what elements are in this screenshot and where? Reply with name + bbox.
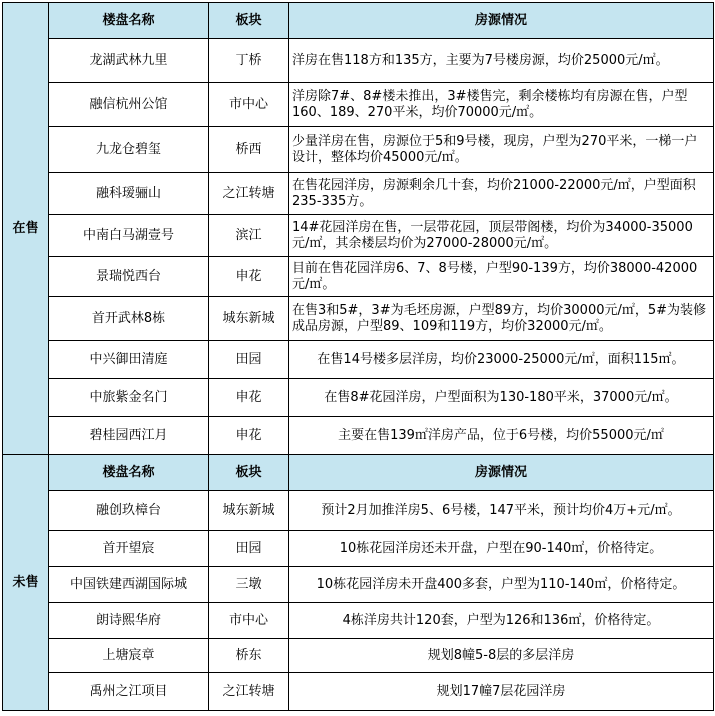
property-area: 田园 — [209, 341, 289, 379]
table-row — [3, 603, 714, 639]
table-row — [3, 491, 714, 531]
table-row — [3, 173, 714, 215]
property-name: 融信杭州公馆 — [49, 83, 209, 127]
property-area: 田园 — [209, 531, 289, 567]
header-row — [3, 3, 714, 39]
property-name: 融创玖樟台 — [49, 491, 209, 531]
property-info: 10栋花园洋房未开盘400多套，户型为110-140㎡，价格待定。 — [289, 567, 714, 603]
property-name: 景瑞悦西台 — [49, 257, 209, 297]
header-info: 房源情况 — [289, 455, 714, 491]
property-name: 首开望宸 — [49, 531, 209, 567]
table-row — [3, 417, 714, 455]
property-name: 禹州之江项目 — [49, 673, 209, 711]
property-name: 上塘宸章 — [49, 639, 209, 673]
header-area: 板块 — [209, 3, 289, 39]
property-area: 市中心 — [209, 603, 289, 639]
property-info: 预计2月加推洋房5、6号楼，147平米，预计均价4万+元/㎡。 — [289, 491, 714, 531]
table-row — [3, 39, 714, 83]
table-row — [3, 257, 714, 297]
property-area: 之江转塘 — [209, 673, 289, 711]
property-info: 洋房在售118方和135方，主要为7号楼房源，均价25000元/㎡。 — [289, 39, 714, 83]
property-name: 中国铁建西湖国际城 — [49, 567, 209, 603]
table-row — [3, 341, 714, 379]
property-table — [2, 2, 714, 711]
table-row — [3, 297, 714, 341]
property-info: 14#花园洋房在售，一层带花园，顶层带阁楼，均价为34000-35000元/㎡，其余楼层均价为27000-28000元/㎡。 — [289, 215, 714, 257]
property-info: 主要在售139㎡洋房产品，位于6号楼，均价55000元/㎡ — [289, 417, 714, 455]
property-info: 少量洋房在售，房源位于5和9号楼，现房，户型为270平米，一梯一户设计，整体均价45000元/㎡。 — [289, 127, 714, 173]
table-row — [3, 379, 714, 417]
property-info: 10栋花园洋房还未开盘，户型在90-140㎡，价格待定。 — [289, 531, 714, 567]
property-name: 朗诗熙华府 — [49, 603, 209, 639]
property-name: 龙湖武林九里 — [49, 39, 209, 83]
property-info: 目前在售花园洋房6、7、8号楼，户型90-139方，均价38000-42000元/㎡。 — [289, 257, 714, 297]
header-row — [3, 455, 714, 491]
property-info: 规划17幢7层花园洋房 — [289, 673, 714, 711]
header-name: 楼盘名称 — [49, 3, 209, 39]
table-row — [3, 531, 714, 567]
property-name: 九龙仓碧玺 — [49, 127, 209, 173]
property-name: 中旅紫金名门 — [49, 379, 209, 417]
property-area: 城东新城 — [209, 297, 289, 341]
property-area: 三墩 — [209, 567, 289, 603]
property-area: 桥西 — [209, 127, 289, 173]
property-area: 申花 — [209, 257, 289, 297]
property-name: 中南白马湖壹号 — [49, 215, 209, 257]
property-name: 碧桂园西江月 — [49, 417, 209, 455]
property-area: 桥东 — [209, 639, 289, 673]
property-name: 融科瑷骊山 — [49, 173, 209, 215]
property-area: 滨江 — [209, 215, 289, 257]
property-name: 中兴御田清庭 — [49, 341, 209, 379]
section-label: 未售 — [3, 455, 49, 711]
property-info: 在售14号楼多层洋房，均价23000-25000元/㎡，面积115㎡。 — [289, 341, 714, 379]
table-row — [3, 215, 714, 257]
property-area: 之江转塘 — [209, 173, 289, 215]
property-area: 市中心 — [209, 83, 289, 127]
header-info: 房源情况 — [289, 3, 714, 39]
property-info: 洋房除7#、8#楼未推出，3#楼售完，剩余楼栋均有房源在售，户型160、189、270平米，均价70000元/㎡。 — [289, 83, 714, 127]
table-row — [3, 567, 714, 603]
table-row — [3, 673, 714, 711]
property-info: 规划8幢5-8层的多层洋房 — [289, 639, 714, 673]
property-name: 首开武林8栋 — [49, 297, 209, 341]
table-row — [3, 639, 714, 673]
header-area: 板块 — [209, 455, 289, 491]
property-area: 申花 — [209, 379, 289, 417]
header-name: 楼盘名称 — [49, 455, 209, 491]
property-area: 城东新城 — [209, 491, 289, 531]
property-info: 4栋洋房共计120套，户型为126和136㎡，价格待定。 — [289, 603, 714, 639]
table-row — [3, 127, 714, 173]
table-row — [3, 83, 714, 127]
property-info: 在售3和5#，3#为毛坯房源，户型89方，均价30000元/㎡，5#为装修成品房源，户型89、109和119方，均价32000元/㎡。 — [289, 297, 714, 341]
property-area: 丁桥 — [209, 39, 289, 83]
section-label: 在售 — [3, 3, 49, 455]
property-area: 申花 — [209, 417, 289, 455]
property-info: 在售花园洋房，房源剩余几十套，均价21000-22000元/㎡，户型面积235-335方。 — [289, 173, 714, 215]
property-info: 在售8#花园洋房，户型面积为130-180平米，37000元/㎡。 — [289, 379, 714, 417]
